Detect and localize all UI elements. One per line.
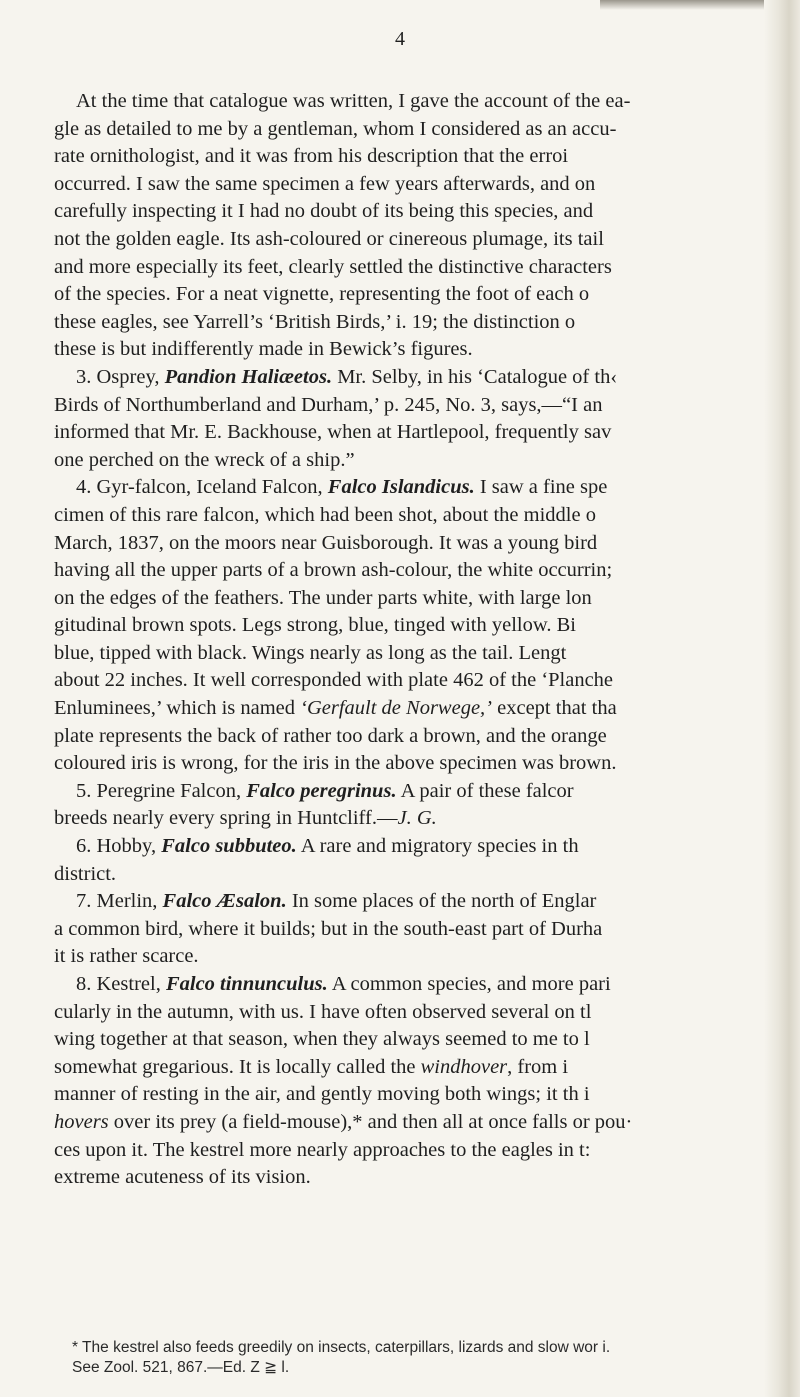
text-line: Birds of Northumberland and Durham,’ p. 245, No. 3, says,—“I an [54, 393, 603, 416]
text-line: a common bird, where it builds; but in the south-east part of Durha [54, 917, 603, 940]
text-line: breeds nearly every spring in Huntcliff.—J. G. [54, 807, 437, 830]
footnote-line: * The kestrel also feeds greedily on insects, caterpillars, lizards and slow wor i. [72, 1339, 611, 1356]
species-name: Falco Islandicus. [327, 476, 475, 499]
text-line: occurred. I saw the same specimen a few years afterwards, and on [54, 172, 596, 195]
text-line: At the time that catalogue was written, I gave the account of the ea- [76, 90, 631, 112]
text-line: 4. Gyr-falcon, Iceland Falcon, Falco Islandicus. I saw a fine spe [76, 476, 608, 499]
text-line: 6. Hobby, Falco subbuteo. A rare and migratory species in th [76, 835, 579, 858]
text-line: wing together at that season, when they always seemed to me to l [54, 1028, 590, 1051]
text-line: gle as detailed to me by a gentleman, whom I considered as an accu- [54, 117, 617, 140]
text-line: district. [54, 862, 117, 885]
text-line: 7. Merlin, Falco Æsalon. In some places of the north of Englar [76, 890, 597, 913]
text-line: extreme acuteness of its vision. [54, 1166, 311, 1189]
text-line: 8. Kestrel, Falco tinnunculus. A common species, and more pari [76, 973, 611, 995]
text-line: cimen of this rare falcon, which had been shot, about the middle o [54, 503, 596, 526]
text-line: these is but indifferently made in Bewick’s figures. [54, 338, 473, 361]
species-name: Pandion Haliæetos. [164, 365, 333, 388]
text-line: having all the upper parts of a brown ash-colour, the white occurrin; [54, 559, 613, 582]
text-line: these eagles, see Yarrell’s ‘British Birds,’ i. 19; the distinction o [54, 310, 576, 333]
italic-term: J. G. [397, 807, 437, 830]
italic-term: windhover [420, 1055, 508, 1078]
text-line: manner of resting in the air, and gently moving both wings; it th i [54, 1083, 590, 1106]
text-line: of the species. For a neat vignette, representing the foot of each o [54, 283, 590, 306]
text-line: gitudinal brown spots. Legs strong, blue, tinged with yellow. Bi [54, 614, 576, 637]
text-line: March, 1837, on the moors near Guisborough. It was a young bird [54, 531, 598, 554]
text-line: and more especially its feet, clearly settled the distinctive characters [54, 255, 612, 278]
species-name: Falco Æsalon. [162, 890, 287, 913]
text-line: cularly in the autumn, with us. I have often observed several on tl [54, 1000, 592, 1023]
italic-term: hovers [54, 1110, 109, 1133]
text-line: ces upon it. The kestrel more nearly approaches to the eagles in t: [54, 1138, 591, 1161]
text-line: it is rather scarce. [54, 945, 199, 968]
text-line: hovers over its prey (a field-mouse),* and then all at once falls or pou· [54, 1110, 633, 1133]
text-line: rate ornithologist, and it was from his description that the erroi [54, 145, 569, 168]
text-line: 3. Osprey, Pandion Haliæetos. Mr. Selby, in his ‘Catalogue of th‹ [76, 365, 618, 388]
text-line: one perched on the wreck of a ship.” [54, 448, 355, 471]
footnote [72, 1338, 772, 1378]
text-line: carefully inspecting it I had no doubt of its being this species, and [54, 200, 594, 223]
italic-term: ‘Gerfault de Norwege,’ [300, 697, 493, 720]
text-line: plate represents the back of rather too dark a brown, and the orange [54, 724, 607, 747]
text-line: on the edges of the feathers. The under parts white, with large lon [54, 586, 592, 609]
page-number: 4 [395, 28, 405, 50]
text-line: not the golden eagle. Its ash-coloured or cinereous plumage, its tail [54, 227, 604, 250]
text-line: informed that Mr. E. Backhouse, when at Hartlepool, frequently sav [54, 421, 612, 444]
text-line: blue, tipped with black. Wings nearly as long as the tail. Lengt [54, 641, 567, 664]
footnote-line: See Zool. 521, 867.—Ed. Z ≧ l. [72, 1359, 290, 1376]
text-line: Enluminees,’ which is named ‘Gerfault de Norwege,’ except that tha [54, 697, 617, 720]
body-text [54, 88, 774, 1192]
text-line: coloured iris is wrong, for the iris in the above specimen was brown. [54, 752, 617, 775]
text-line: 5. Peregrine Falcon, Falco peregrinus. A pair of these falcor [76, 779, 574, 802]
text-line: about 22 inches. It well corresponded with plate 462 of the ‘Planche [54, 669, 614, 692]
text-line: somewhat gregarious. It is locally called the windhover, from i [54, 1055, 569, 1078]
species-name: Falco tinnunculus. [165, 973, 328, 995]
species-name: Falco peregrinus. [246, 779, 397, 802]
species-name: Falco subbuteo. [161, 835, 297, 858]
